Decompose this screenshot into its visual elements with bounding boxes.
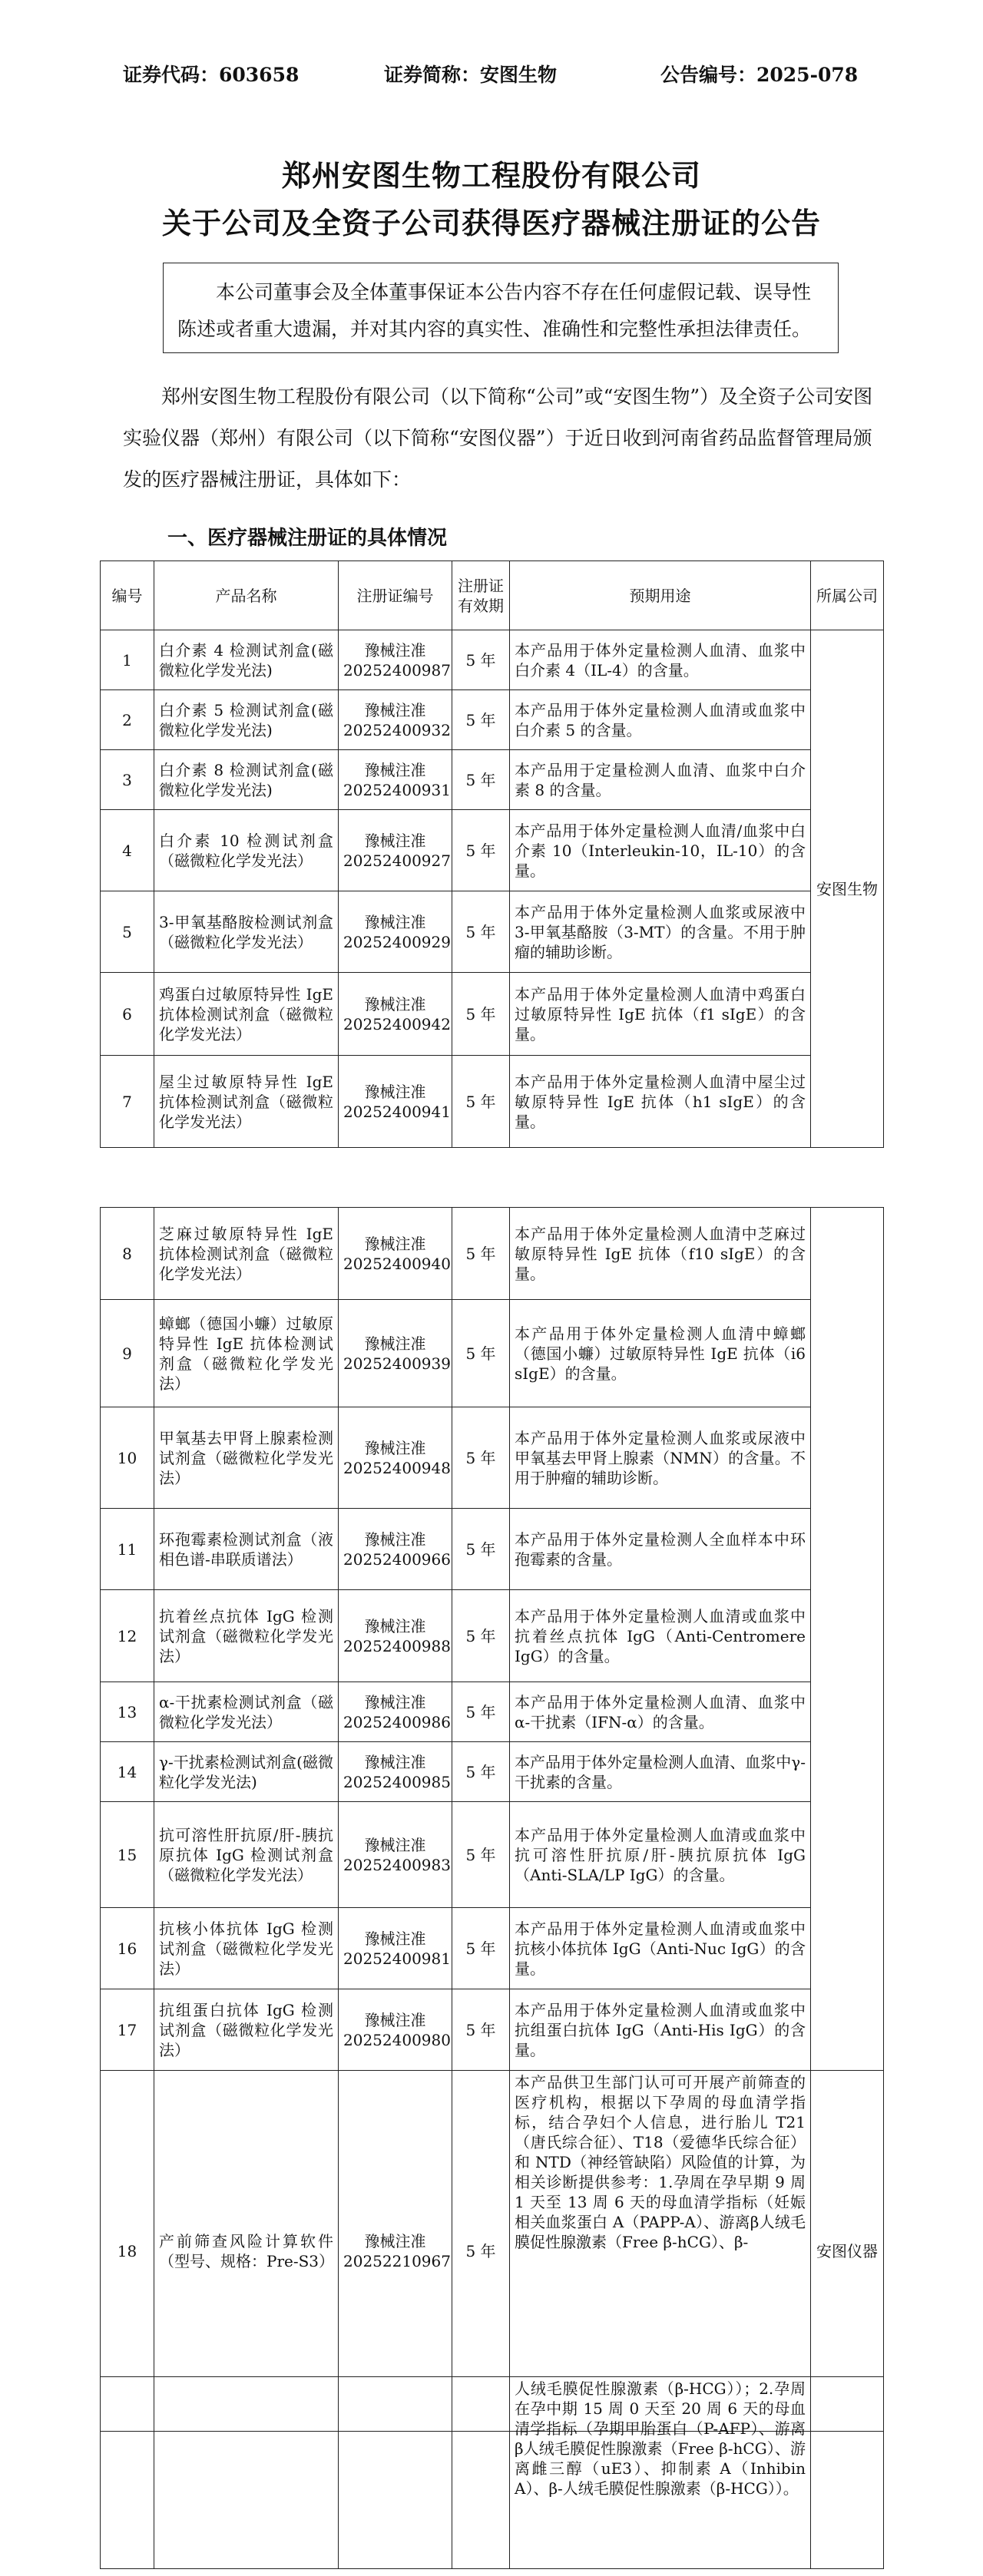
row-product: α-干扰素检测试剂盒（磁微粒化学发光法）	[154, 1682, 339, 1742]
row-no: 15	[101, 1802, 154, 1908]
table-row	[101, 1682, 884, 1742]
row-validity: 5 年	[452, 750, 510, 810]
row-usage: 本产品用于体外定量检测人血清或血浆中抗着丝点抗体 IgG（Anti-Centromere IgG）的含量。	[510, 1590, 811, 1682]
row-reg	[339, 1682, 452, 1742]
table-row	[101, 973, 884, 1056]
row-validity: 5 年	[452, 630, 510, 690]
row-product: 产前筛查风险计算软件（型号、规格：Pre-S3）	[154, 2071, 339, 2432]
reg-prefix: 豫械注准	[364, 1529, 426, 1549]
row-reg	[339, 1509, 452, 1590]
table-header-row	[101, 561, 884, 630]
row-no: 1	[101, 630, 154, 690]
reg-number: 20252400941	[343, 1102, 451, 1121]
reg-number: 20252400931	[343, 780, 451, 799]
registration-table-part2	[100, 1207, 884, 2432]
cont-reg-empty	[339, 2377, 452, 2569]
table-row-continuation	[101, 2377, 884, 2569]
row-product: 环孢霉素检测试剂盒（液相色谱-串联质谱法）	[154, 1509, 339, 1590]
row-reg	[339, 690, 452, 750]
table-row	[101, 1509, 884, 1590]
row-no: 14	[101, 1742, 154, 1802]
reg-prefix: 豫械注准	[364, 1929, 426, 1948]
stock-code: 证券代码：603658	[123, 64, 300, 86]
reg-number: 20252400985	[343, 1772, 451, 1791]
row-usage: 本产品用于体外定量检测人血清或血浆中抗可溶性肝抗原/肝-胰抗原抗体 IgG（Anti-SLA/LP IgG）的含量。	[510, 1802, 811, 1908]
row-reg	[339, 630, 452, 690]
row-usage: 本产品用于体外定量检测人血清中鸡蛋白过敏原特异性 IgE 抗体（f1 sIgE）的含量。	[510, 973, 811, 1056]
table-row	[101, 1590, 884, 1682]
reg-number: 20252400927	[343, 851, 451, 870]
company-cell-empty	[811, 1208, 884, 2071]
row-no: 2	[101, 690, 154, 750]
row-validity: 5 年	[452, 690, 510, 750]
row-validity: 5 年	[452, 973, 510, 1056]
reg-prefix: 豫械注准	[364, 640, 426, 660]
row-usage: 本产品用于体外定量检测人血清或血浆中抗组蛋白抗体 IgG（Anti-His IgG）的含量。	[510, 1989, 811, 2071]
row-usage: 本产品用于体外定量检测人血清、血浆中γ-干扰素的含量。	[510, 1742, 811, 1802]
reg-prefix: 豫械注准	[364, 1334, 426, 1353]
row-no: 6	[101, 973, 154, 1056]
table-row	[101, 1208, 884, 1300]
reg-prefix: 豫械注准	[364, 1752, 426, 1771]
row-validity: 5 年	[452, 1056, 510, 1148]
intro-paragraph: 郑州安图生物工程股份有限公司（以下简称“公司”或“安图生物”）及全资子公司安图实验仪器（郑州）有限公司（以下简称“安图仪器”）于近日收到河南省药品监督管理局颁发的医疗器械注册证，具体如下：	[123, 385, 873, 491]
reg-number: 20252400981	[343, 1949, 451, 1968]
row-product: 屋尘过敏原特异性 IgE 抗体检测试剂盒（磁微粒化学发光法）	[154, 1056, 339, 1148]
row-no: 11	[101, 1509, 154, 1590]
row-validity: 5 年	[452, 1407, 510, 1509]
reg-number: 20252210967	[343, 2251, 451, 2270]
reg-prefix: 豫械注准	[364, 1438, 426, 1457]
reg-number: 20252400986	[343, 1712, 451, 1731]
reg-prefix: 豫械注准	[364, 994, 426, 1014]
header-validity: 注册证有效期	[452, 561, 510, 630]
reg-prefix: 豫械注准	[364, 912, 426, 931]
reg-number: 20252400983	[343, 1855, 451, 1874]
title-company: 郑州安图生物工程股份有限公司	[281, 158, 701, 193]
reg-number: 20252400948	[343, 1458, 451, 1477]
table-row	[101, 1056, 884, 1148]
reg-prefix: 豫械注准	[364, 2010, 426, 2029]
table-row	[101, 1802, 884, 1908]
cont-no-empty	[101, 2377, 154, 2569]
table-row	[101, 891, 884, 973]
reg-number: 20252400932	[343, 720, 451, 739]
row-no: 8	[101, 1208, 154, 1300]
reg-number: 20252400987	[343, 660, 451, 680]
row-validity: 5 年	[452, 2071, 510, 2432]
table-row	[101, 1908, 884, 1989]
row-validity: 5 年	[452, 1300, 510, 1407]
row-no: 10	[101, 1407, 154, 1509]
row-product: γ-干扰素检测试剂盒(磁微粒化学发光法)	[154, 1742, 339, 1802]
row-validity: 5 年	[452, 1509, 510, 1590]
row-reg	[339, 973, 452, 1056]
registration-table-part3	[100, 2376, 884, 2569]
stock-short-name: 证券简称：安图生物	[384, 64, 558, 86]
row-no: 9	[101, 1300, 154, 1407]
row-no: 3	[101, 750, 154, 810]
table-row	[101, 1300, 884, 1407]
board-statement-box	[163, 263, 839, 353]
board-statement-text: 本公司董事会及全体董事保证本公告内容不存在任何虚假记载、误导性陈述或者重大遗漏，并对其内容的真实性、准确性和完整性承担法律责任。	[177, 281, 812, 340]
reg-prefix: 豫械注准	[364, 1234, 426, 1253]
reg-number: 20252400980	[343, 2030, 451, 2049]
row-reg	[339, 810, 452, 891]
row-product: 抗着丝点抗体 IgG 检测试剂盒（磁微粒化学发光法）	[154, 1590, 339, 1682]
registration-table-part1	[100, 561, 884, 1148]
row-no: 12	[101, 1590, 154, 1682]
row-reg	[339, 1056, 452, 1148]
notice-number: 公告编号：2025-078	[660, 64, 859, 86]
table-row	[101, 630, 884, 690]
row-no: 16	[101, 1908, 154, 1989]
reg-prefix: 豫械注准	[364, 1835, 426, 1854]
cont-validity-empty	[452, 2377, 510, 2569]
company-cell: 安图仪器	[811, 2071, 884, 2432]
row-product: 抗组蛋白抗体 IgG 检测试剂盒（磁微粒化学发光法）	[154, 1989, 339, 2071]
row-usage: 本产品用于体外定量检测人血清或血浆中抗核小体抗体 IgG（Anti-Nuc IgG）的含量。	[510, 1908, 811, 1989]
row-usage: 本产品用于体外定量检测人血清、血浆中白介素 4（IL-4）的含量。	[510, 630, 811, 690]
table-row	[101, 810, 884, 891]
reg-prefix: 豫械注准	[364, 831, 426, 850]
table-row	[101, 1407, 884, 1509]
row-product: 白介素 5 检测试剂盒(磁微粒化学发光法)	[154, 690, 339, 750]
row-product: 抗核小体抗体 IgG 检测试剂盒（磁微粒化学发光法）	[154, 1908, 339, 1989]
row-no: 7	[101, 1056, 154, 1148]
row-reg	[339, 1989, 452, 2071]
row-validity: 5 年	[452, 1802, 510, 1908]
row-reg	[339, 1802, 452, 1908]
row-product: 芝麻过敏原特异性 IgE 抗体检测试剂盒（磁微粒化学发光法）	[154, 1208, 339, 1300]
row-usage: 本产品供卫生部门认可可开展产前筛查的医疗机构，根据以下孕周的母血清学指标，结合孕妇个人信息，进行胎儿 T21（唐氏综合征）、T18（爱德华氏综合征）和 NTD（神经管缺陷）风险值的计算，为相关诊断提供参考：1.孕周在孕早期 9 周 1 天至 13 周 6 天的母血清学指标（妊娠相关血浆蛋白 A（PAPP-A）、游离β人绒毛膜促性腺激素（Free β-hCG）、β-	[510, 2071, 811, 2432]
row-product: 白介素 10 检测试剂盒（磁微粒化学发光法）	[154, 810, 339, 891]
reg-prefix: 豫械注准	[364, 1082, 426, 1101]
row-product: 3-甲氧基酪胺检测试剂盒（磁微粒化学发光法）	[154, 891, 339, 973]
row-no: 4	[101, 810, 154, 891]
row-no: 18	[101, 2071, 154, 2432]
table-row	[101, 1742, 884, 1802]
company-cell: 安图生物	[811, 630, 884, 1148]
row-usage: 本产品用于体外定量检测人血清中屋尘过敏原特异性 IgE 抗体（h1 sIgE）的含量。	[510, 1056, 811, 1148]
row-usage: 本产品用于体外定量检测人血清、血浆中α-干扰素（IFN-α）的含量。	[510, 1682, 811, 1742]
row-no: 17	[101, 1989, 154, 2071]
row-no: 13	[101, 1682, 154, 1742]
row-validity: 5 年	[452, 1742, 510, 1802]
row-reg	[339, 1908, 452, 1989]
section-title: 一、医疗器械注册证的具体情况	[167, 527, 448, 550]
row-reg	[339, 1407, 452, 1509]
row-no: 5	[101, 891, 154, 973]
table-row	[101, 690, 884, 750]
row-usage: 本产品用于体外定量检测人血清中蟑螂（德国小蠊）过敏原特异性 IgE 抗体（i6 sIgE）的含量。	[510, 1300, 811, 1407]
row-reg	[339, 750, 452, 810]
row-reg	[339, 1208, 452, 1300]
header-no: 编号	[101, 561, 154, 630]
row-product: 蟑螂（德国小蠊）过敏原特异性 IgE 抗体检测试剂盒（磁微粒化学发光法）	[154, 1300, 339, 1407]
header-usage: 预期用途	[510, 561, 811, 630]
row-reg	[339, 1742, 452, 1802]
row-product: 白介素 8 检测试剂盒(磁微粒化学发光法)	[154, 750, 339, 810]
row-validity: 5 年	[452, 1208, 510, 1300]
reg-prefix: 豫械注准	[364, 1616, 426, 1635]
reg-number: 20252400929	[343, 932, 451, 951]
reg-number: 20252400988	[343, 1636, 451, 1655]
header-company: 所属公司	[811, 561, 884, 630]
row-usage: 本产品用于体外定量检测人血浆或尿液中 3-甲氧基酪胺（3-MT）的含量。不用于肿瘤的辅助诊断。	[510, 891, 811, 973]
reg-number: 20252400966	[343, 1549, 451, 1569]
reg-prefix: 豫械注准	[364, 700, 426, 719]
cont-company-empty	[811, 2377, 884, 2569]
row-usage: 本产品用于体外定量检测人血清中芝麻过敏原特异性 IgE 抗体（f10 sIgE）的含量。	[510, 1208, 811, 1300]
row-validity: 5 年	[452, 1908, 510, 1989]
row-validity: 5 年	[452, 891, 510, 973]
row-product: 鸡蛋白过敏原特异性 IgE 抗体检测试剂盒（磁微粒化学发光法）	[154, 973, 339, 1056]
reg-number: 20252400939	[343, 1354, 451, 1373]
row-reg	[339, 1590, 452, 1682]
row-reg	[339, 891, 452, 973]
row-product: 抗可溶性肝抗原/肝-胰抗原抗体 IgG 检测试剂盒（磁微粒化学发光法）	[154, 1802, 339, 1908]
row-usage: 本产品用于体外定量检测人血清或血浆中白介素 5 的含量。	[510, 690, 811, 750]
row-validity: 5 年	[452, 1590, 510, 1682]
row-product: 甲氧基去甲肾上腺素检测试剂盒（磁微粒化学发光法）	[154, 1407, 339, 1509]
reg-prefix: 豫械注准	[364, 760, 426, 779]
table-row	[101, 1989, 884, 2071]
row-reg	[339, 1300, 452, 1407]
reg-number: 20252400940	[343, 1254, 451, 1273]
row-usage-continuation: 人绒毛膜促性腺激素（β-HCG））；2.孕周在孕中期 15 周 0 天至 20 周 6 天的母血清学指标（孕期甲胎蛋白（P-AFP）、游离β人绒毛膜促性腺激素（Free β-hCG）、游离雌三醇（uE3）、抑制素 A（Inhibin A）、β-人绒毛膜促性腺激素（β-HCG））。	[510, 2377, 811, 2569]
row-usage: 本产品用于体外定量检测人血清/血浆中白介素 10（Interleukin-10，IL-10）的含量。	[510, 810, 811, 891]
cont-product-empty	[154, 2377, 339, 2569]
header-product: 产品名称	[154, 561, 339, 630]
title-subject: 关于公司及全资子公司获得医疗器械注册证的公告	[161, 206, 821, 240]
row-validity: 5 年	[452, 1989, 510, 2071]
reg-prefix: 豫械注准	[364, 2231, 426, 2250]
reg-prefix: 豫械注准	[364, 1692, 426, 1711]
row-usage: 本产品用于体外定量检测人全血样本中环孢霉素的含量。	[510, 1509, 811, 1590]
row-usage: 本产品用于体外定量检测人血浆或尿液中甲氧基去甲肾上腺素（NMN）的含量。不用于肿瘤的辅助诊断。	[510, 1407, 811, 1509]
page-header	[0, 60, 983, 86]
header-reg: 注册证编号	[339, 561, 452, 630]
row-product: 白介素 4 检测试剂盒(磁微粒化学发光法)	[154, 630, 339, 690]
reg-number: 20252400942	[343, 1014, 451, 1033]
row-usage: 本产品用于定量检测人血清、血浆中白介素 8 的含量。	[510, 750, 811, 810]
row-validity: 5 年	[452, 810, 510, 891]
table-row	[101, 750, 884, 810]
row-validity: 5 年	[452, 1682, 510, 1742]
